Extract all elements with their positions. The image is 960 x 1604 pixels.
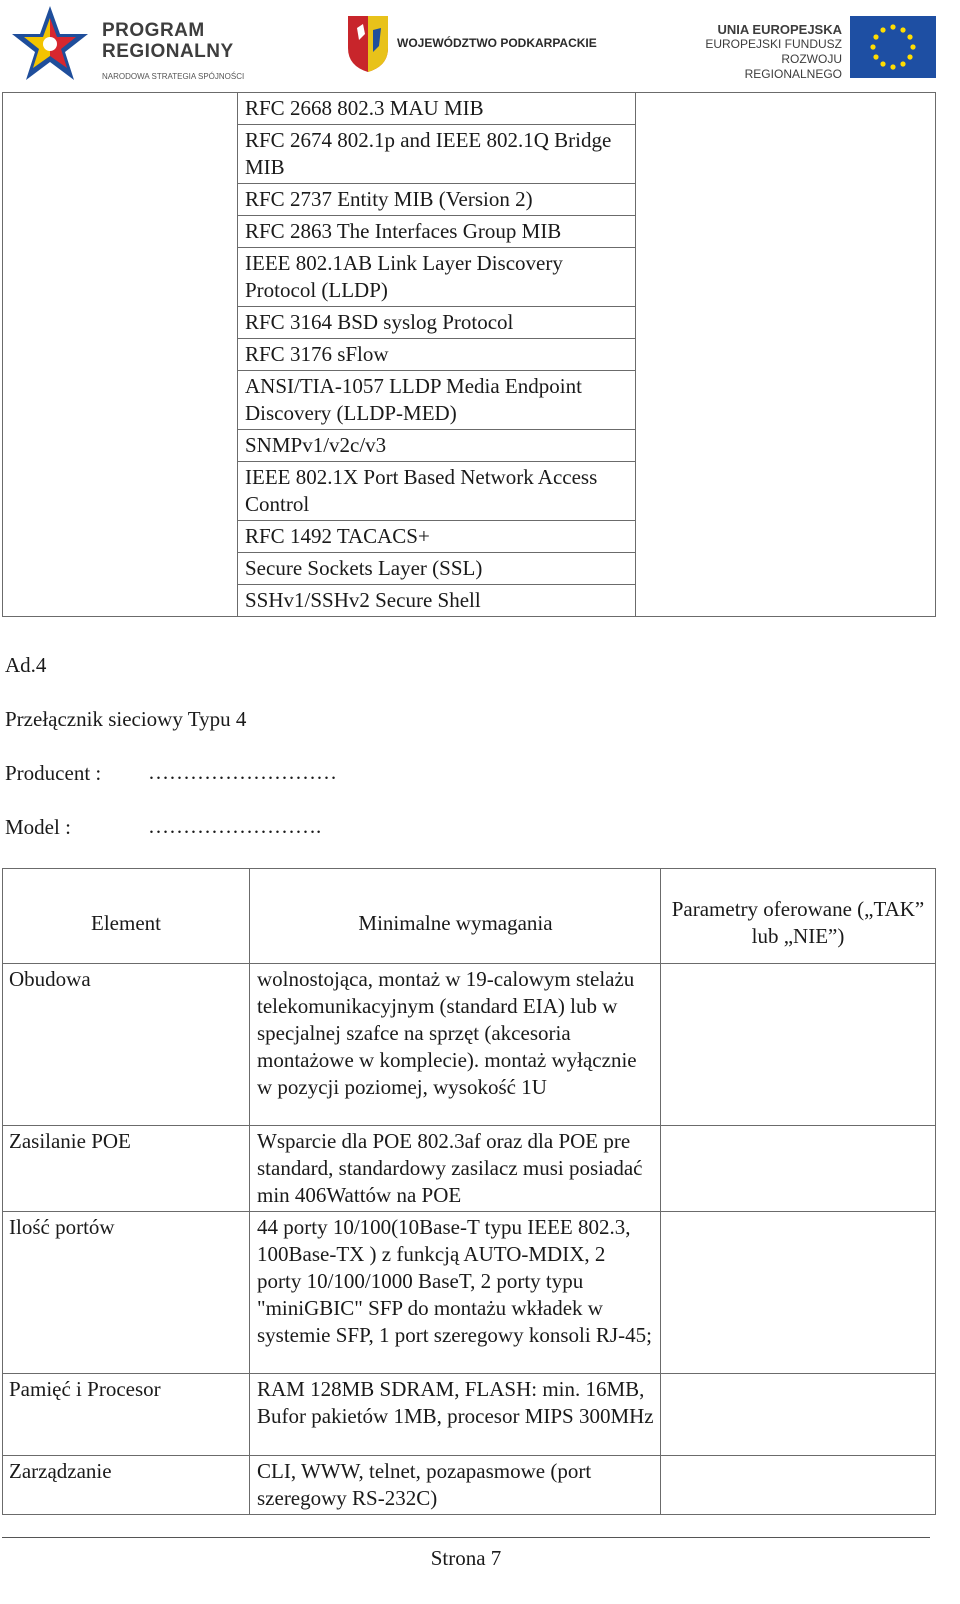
table-row [3,964,936,1126]
requirement-text: RFC 2674 802.1p and IEEE 802.1Q Bridge MIB [245,128,612,179]
eu-logo-line3: ROZWOJU REGIONALNEGO [744,52,842,81]
list-item [238,430,635,462]
requirement-text: RFC 3176 sFlow [245,342,389,366]
eu-logo-text [690,22,842,82]
list-item [238,462,635,521]
footer-divider [2,1537,930,1538]
eu-flag-icon [850,16,936,78]
table-row [3,1456,936,1515]
row-requirement: wolnostojąca, montaż w 19-calowym stelażu telekomunikacyjnym (standard EIA) lub w specjalnej szafce na sprzęt (akcesoria montażowe w komplecie). montaż wyłącznie w pozycji poziomej, wysokość 1U [250,964,661,1126]
requirement-text: RFC 3164 BSD syslog Protocol [245,310,514,334]
row-requirement: CLI, WWW, telnet, pozapasmowe (port szeregowy RS-232C) [250,1456,661,1515]
table-header-row [3,869,936,964]
program-logo-text [102,20,234,62]
list-item [238,125,635,184]
producer-field[interactable]: ……………………… [148,760,337,784]
list-item [238,216,635,248]
row-offered-input[interactable] [661,964,936,1126]
row-requirement: 44 porty 10/100(10Base-T typu IEEE 802.3, 100Base-TX ) z funkcją AUTO-MDIX, 2 porty 10/100/1000 BaseT, 2 porty typu "miniGBIC" SFP do montażu wkładek w systemie SFP, 1 port szeregowy konsoli RJ-45; [250,1212,661,1374]
section-title: Przełącznik sieciowy Typu 4 [5,707,247,731]
row-offered-input[interactable] [661,1212,936,1374]
list-item [238,184,635,216]
podkarpackie-logo-text: WOJEWÓDZTWO PODKARPACKIE [397,36,597,50]
row-requirement: RAM 128MB SDRAM, FLASH: min. 16MB, Bufor pakietów 1MB, procesor MIPS 300MHz [250,1374,661,1456]
header-offered: Parametry oferowane („TAK” lub „NIE”) [661,869,936,964]
requirement-text: RFC 2737 Entity MIB (Version 2) [245,187,533,211]
requirement-text: SNMPv1/v2c/v3 [245,433,387,457]
table-row [3,93,936,617]
requirement-text: RFC 1492 TACACS+ [245,524,430,548]
specification-table [2,868,936,1515]
requirement-text: RFC 2668 802.3 MAU MIB [245,96,484,120]
program-logo-line2: REGIONALNY [102,41,234,62]
header-requirements: Minimalne wymagania [250,869,661,964]
model-label: Model : [5,815,71,839]
list-item [238,93,635,125]
protocols-table [2,92,936,617]
row-element: Obudowa [3,964,250,1126]
program-regionalny-logo [10,4,250,84]
table-row [3,1126,936,1212]
list-item [238,585,635,616]
page-header [0,0,960,92]
list-item [238,521,635,553]
podkarpackie-logo [345,12,615,82]
requirement-text: IEEE 802.1X Port Based Network Access Control [245,465,598,516]
row-element: Zarządzanie [3,1456,250,1515]
requirement-text: IEEE 802.1AB Link Layer Discovery Protocol (LLDP) [245,251,563,302]
requirement-text: ANSI/TIA-1057 LLDP Media Endpoint Discovery (LLDP-MED) [245,374,582,425]
list-item [238,371,635,430]
model-field[interactable]: ……………………. [148,814,322,838]
eu-logo [690,14,938,80]
eu-logo-line1: UNIA EUROPEJSKA [717,22,842,37]
requirement-text: Secure Sockets Layer (SSL) [245,556,483,580]
list-item [238,307,635,339]
eu-logo-line2: EUROPEJSKI FUNDUSZ [705,37,842,51]
producer-label: Producent : [5,761,102,785]
program-logo-line1: PROGRAM [102,20,205,41]
podkarpackie-shield-icon [345,12,391,74]
list-item [238,248,635,307]
table-cell-requirements [238,93,636,617]
list-item [238,553,635,585]
section-number: Ad.4 [5,653,47,677]
program-regionalny-star-icon [10,4,90,84]
requirement-text: RFC 2863 The Interfaces Group MIB [245,219,562,243]
row-offered-input[interactable] [661,1126,936,1212]
table-cell-element [3,93,238,617]
table-cell-offered[interactable] [636,93,936,617]
page-number: Strona 7 [430,1546,502,1570]
table-row [3,1212,936,1374]
row-element: Pamięć i Procesor [3,1374,250,1456]
requirement-text: SSHv1/SSHv2 Secure Shell [245,588,481,612]
row-element: Ilość portów [3,1212,250,1374]
row-offered-input[interactable] [661,1374,936,1456]
row-offered-input[interactable] [661,1456,936,1515]
list-item [238,339,635,371]
header-element: Element [3,869,250,964]
program-logo-subtitle: NARODOWA STRATEGIA SPÓJNOŚCI [102,72,245,81]
table-row [3,1374,936,1456]
row-requirement: Wsparcie dla POE 802.3af oraz dla POE pre standard, standardowy zasilacz musi posiadać min 406Wattów na POE [250,1126,661,1212]
row-element: Zasilanie POE [3,1126,250,1212]
